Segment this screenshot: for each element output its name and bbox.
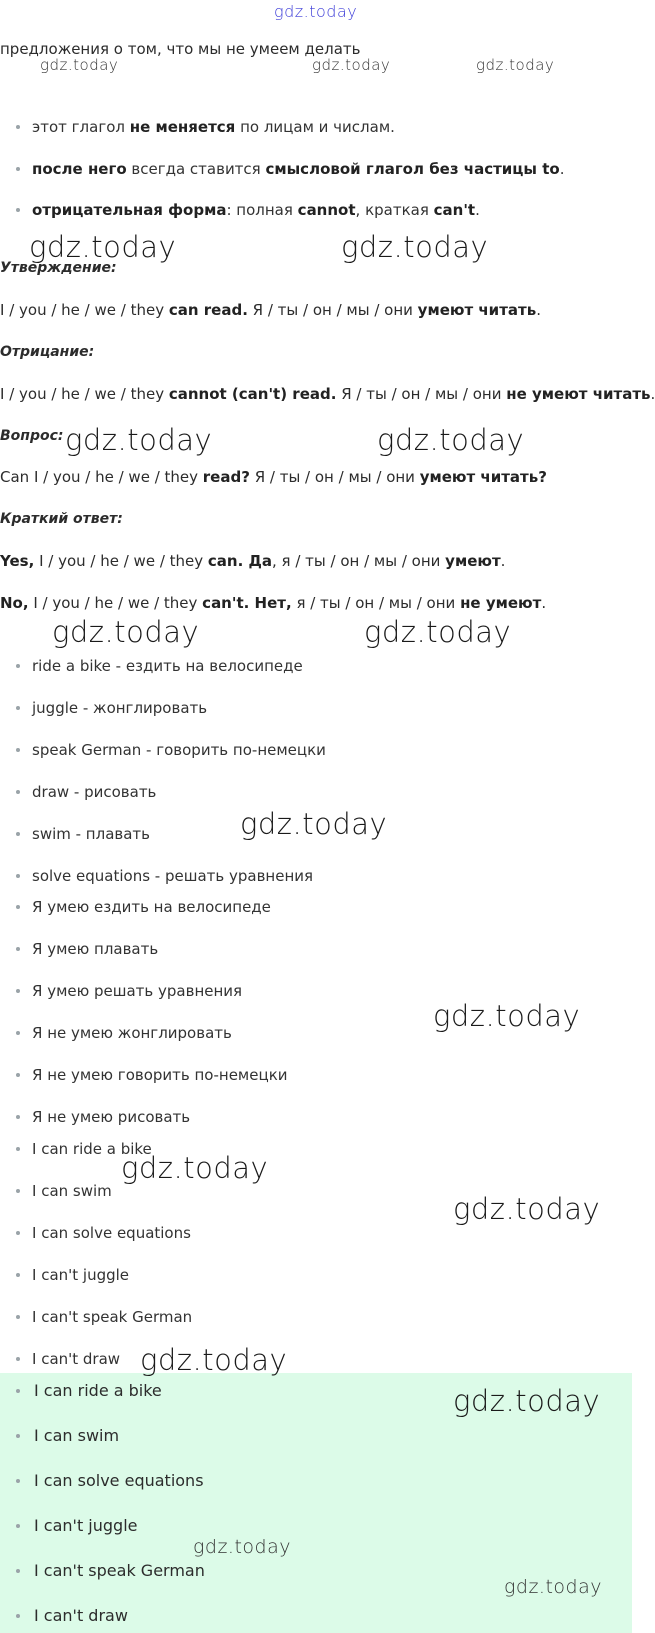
list-item-text: Я умею плавать (32, 940, 159, 958)
vocab-item (16, 698, 207, 718)
bullet-icon (16, 1147, 20, 1151)
bullet-icon (16, 706, 20, 710)
watermark: gdz.today (377, 423, 525, 457)
bullet-icon (16, 1389, 20, 1393)
bullet-icon (16, 1357, 20, 1361)
list-item-text: I can swim (34, 1426, 120, 1445)
list-item-text: I can't draw (34, 1606, 128, 1625)
question-example: Can I / you / he / we / they read? Я / ты / он / мы / они умеют читать? (0, 468, 547, 486)
bullet-icon (16, 1614, 20, 1618)
watermark: gdz.today (29, 230, 177, 264)
english-sentence-item (16, 1181, 112, 1201)
affirmative-heading: Утверждение: (0, 260, 117, 276)
answer-sentence-item (16, 1380, 162, 1402)
english-sentence-item (16, 1265, 129, 1285)
russian-sentence-item (16, 1065, 288, 1085)
vocab-item (16, 782, 156, 802)
rule-item (16, 117, 395, 137)
answer-sentence-item (16, 1425, 119, 1447)
watermark: gdz.today (65, 423, 213, 457)
bullet-icon (16, 664, 20, 668)
bullet-icon (16, 905, 20, 909)
rule-item (16, 159, 564, 179)
bullet-icon (16, 1073, 20, 1077)
answer-sentence-item (16, 1515, 138, 1537)
list-item-text: Я умею ездить на велосипеде (32, 898, 271, 916)
watermark: gdz.today (433, 999, 581, 1033)
answer-sentence-item (16, 1605, 128, 1627)
bullet-icon (16, 1115, 20, 1119)
watermark: gdz.today (364, 615, 512, 649)
list-item-text: Я не умею рисовать (32, 1108, 191, 1126)
vocab-item (16, 656, 303, 676)
negative-example: I / you / he / we / they cannot (can't) read. Я / ты / он / мы / они не умеют читать. (0, 385, 655, 403)
vocab-item (16, 866, 313, 886)
negative-heading: Отрицание: (0, 344, 95, 360)
list-item-text: I can't juggle (32, 1266, 130, 1284)
bullet-icon (16, 1315, 20, 1319)
bullet-icon (16, 1031, 20, 1035)
list-item-text: I can ride a bike (32, 1140, 152, 1158)
rule-text: этот глагол не меняется по лицам и числам. (32, 118, 395, 136)
russian-sentence-item (16, 1023, 232, 1043)
bullet-icon (16, 208, 20, 212)
list-item-text: draw - рисовать (32, 783, 157, 801)
watermark: gdz.today (52, 615, 200, 649)
watermark: gdz.today (504, 1576, 602, 1598)
russian-sentence-item (16, 981, 242, 1001)
bullet-icon (16, 125, 20, 129)
bullet-icon (16, 1569, 20, 1573)
list-item-text: Я умею решать уравнения (32, 982, 243, 1000)
watermark: gdz.today (240, 807, 388, 841)
list-item-text: I can solve equations (32, 1224, 191, 1242)
bullet-icon (16, 1273, 20, 1277)
short-answer-no: No, I / you / he / we / they can't. Нет, я / ты / он / мы / они не умеют. (0, 594, 547, 612)
rule-text: отрицательная форма: полная cannot, краткая can't. (32, 201, 480, 219)
bullet-icon (16, 1479, 20, 1483)
bullet-icon (16, 832, 20, 836)
list-item-text: Я не умею говорить по-немецки (32, 1066, 288, 1084)
bullet-icon (16, 1189, 20, 1193)
watermark: gdz.today (193, 1536, 291, 1558)
watermark: gdz.today (312, 56, 391, 74)
answer-sentence-item (16, 1470, 204, 1492)
watermark: gdz.today (453, 1192, 601, 1226)
short-answer-heading: Краткий ответ: (0, 511, 123, 527)
english-sentence-item (16, 1223, 191, 1243)
answer-sentence-item (16, 1560, 205, 1582)
short-answer-yes: Yes, I / you / he / we / they can. Да, я / ты / он / мы / они умеют. (0, 552, 506, 570)
question-heading: Вопрос: (0, 428, 64, 444)
watermark: gdz.today (341, 230, 489, 264)
vocab-item (16, 740, 326, 760)
russian-sentence-item (16, 897, 271, 917)
list-item-text: I can solve equations (34, 1471, 204, 1490)
bullet-icon (16, 1434, 20, 1438)
watermark: gdz.today (40, 56, 119, 74)
bullet-icon (16, 989, 20, 993)
watermark: gdz.today (121, 1151, 269, 1185)
list-item-text: I can ride a bike (34, 1381, 162, 1400)
list-item-text: ride a bike - ездить на велосипеде (32, 657, 303, 675)
bullet-icon (16, 167, 20, 171)
list-item-text: juggle - жонглировать (32, 699, 208, 717)
list-item-text: I can't juggle (34, 1516, 138, 1535)
list-item-text: swim - плавать (32, 825, 151, 843)
watermark: gdz.today (140, 1343, 288, 1377)
list-item-text: I can't speak German (34, 1561, 205, 1580)
english-sentence-item (16, 1307, 192, 1327)
vocab-item (16, 824, 150, 844)
bullet-icon (16, 1231, 20, 1235)
affirmative-example: I / you / he / we / they can read. Я / ты / он / мы / они умеют читать. (0, 301, 541, 319)
bullet-icon (16, 947, 20, 951)
list-item-text: I can swim (32, 1182, 112, 1200)
watermark: gdz.today (274, 2, 358, 21)
list-item-text: solve equations - решать уравнения (32, 867, 314, 885)
list-item-text: Я не умею жонглировать (32, 1024, 232, 1042)
bullet-icon (16, 790, 20, 794)
rule-item (16, 200, 480, 220)
english-sentence-item (16, 1349, 120, 1369)
bullet-icon (16, 874, 20, 878)
intro-line: предложения о том, что мы не умеем делать (0, 40, 361, 58)
list-item-text: I can't speak German (32, 1308, 193, 1326)
bullet-icon (16, 748, 20, 752)
russian-sentence-item (16, 1107, 190, 1127)
watermark: gdz.today (476, 56, 555, 74)
russian-sentence-item (16, 939, 158, 959)
rule-text: после него всегда ставится смысловой глагол без частицы to. (32, 160, 565, 178)
list-item-text: speak German - говорить по-немецки (32, 741, 326, 759)
bullet-icon (16, 1524, 20, 1528)
list-item-text: I can't draw (32, 1350, 121, 1368)
watermark: gdz.today (453, 1384, 601, 1418)
